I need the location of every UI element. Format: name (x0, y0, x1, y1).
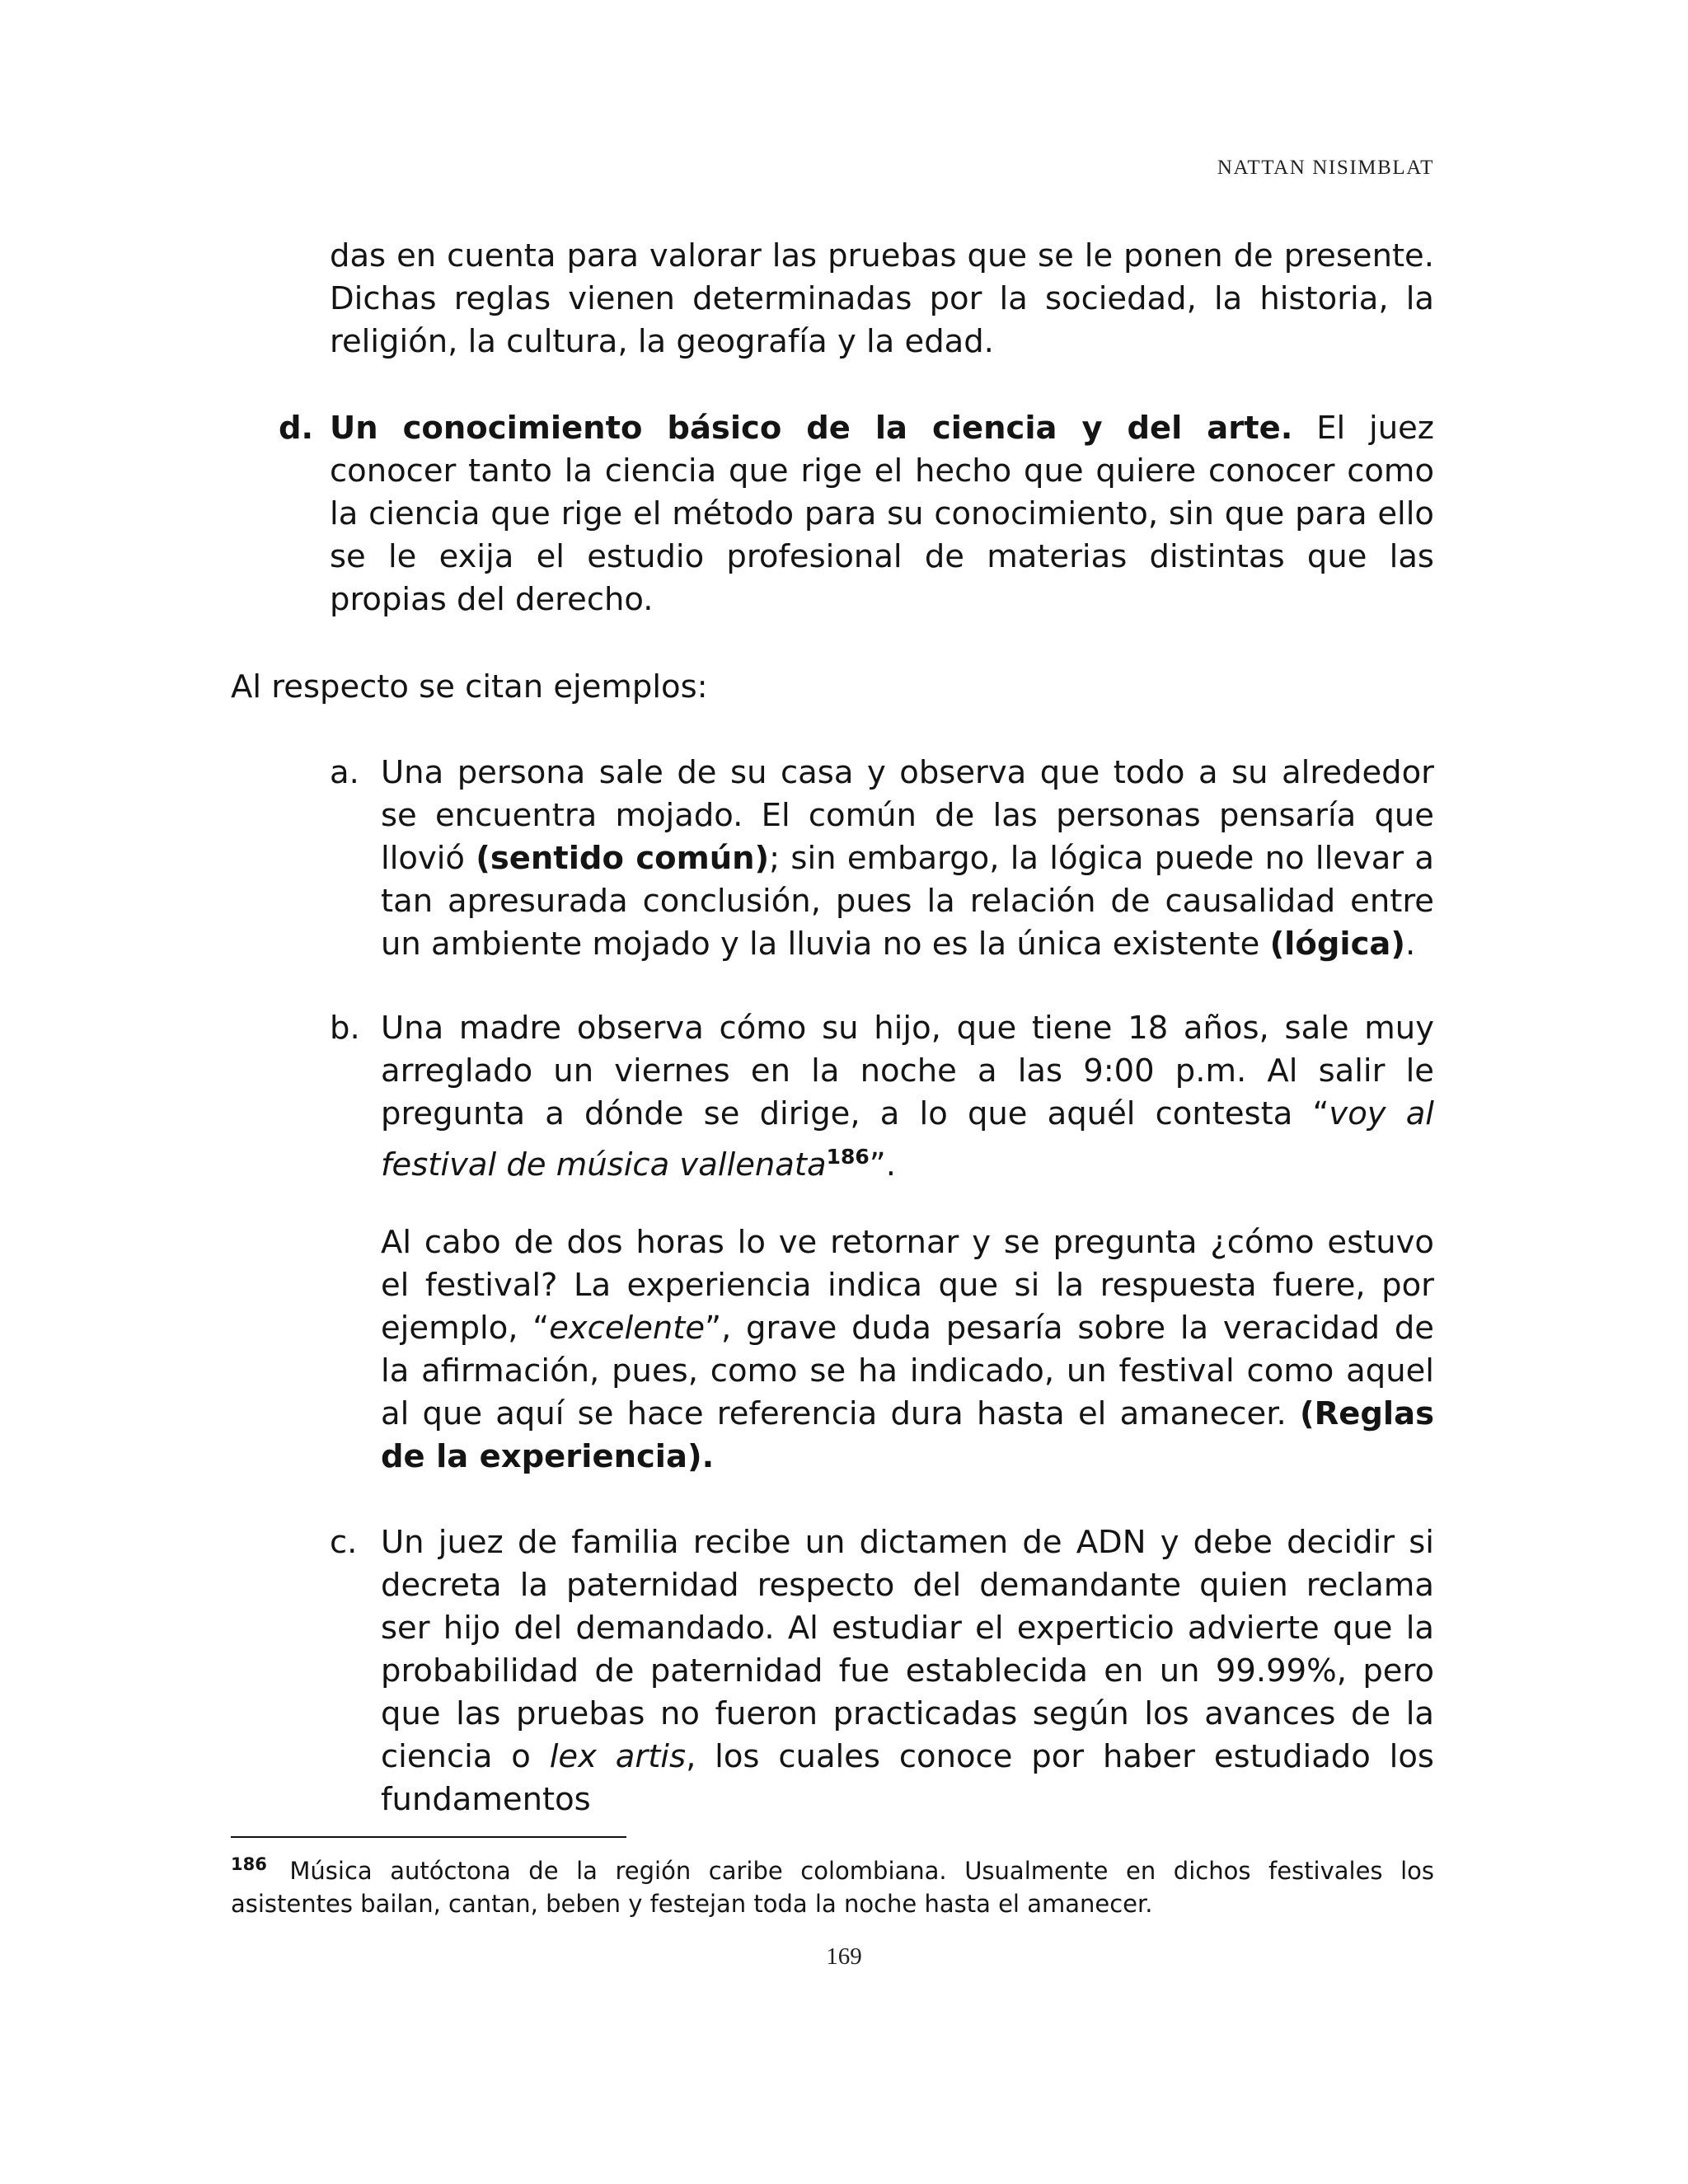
example-a-text-2: ; sin embargo, la lógica puede no llevar a tan apresurada conclusión, pues la relación de causalidad entre un ambiente mojado y la lluvia no es la única existente (381, 840, 1434, 963)
footnote-divider (231, 1836, 626, 1838)
example-a-text-1: Una persona sale de su casa y observa que todo a su alrededor se encuentra mojado. El común de las personas pensaría que llovió (381, 754, 1434, 877)
example-a-content (381, 752, 1434, 966)
example-b-content (381, 1007, 1434, 1187)
example-c-text-1: Un juez de familia recibe un dictamen de ADN y debe decidir si decreta la paternidad respecto del demandante quien reclama ser hijo del demandado. Al estudiar el experticio advierte que la probabilidad de paternidad fue establecida en un 99.99%, pero que las pruebas no fueron practicadas según los avances de la ciencia o (381, 1524, 1434, 1775)
example-marker-c: c. (330, 1524, 358, 1561)
example-c-text-2: , los cuales conoce por haber estudiado los fundamentos (381, 1738, 1434, 1818)
example-marker-b: b. (330, 1010, 360, 1047)
example-b-bold-reglas-experiencia: (Reglas de la experiencia). (381, 1395, 1434, 1475)
example-b-text-1: Una madre observa cómo su hijo, que tiene 18 años, sale muy arreglado un viernes en la noche a las 9:00 p.m. Al salir le pregunta a dónde se dirige, a lo que aquél contesta “ (381, 1010, 1434, 1132)
examples-intro: Al respecto se citan ejemplos: (231, 668, 708, 705)
example-c-content (381, 1521, 1434, 1821)
continuation-paragraph: das en cuenta para valorar las pruebas que se le ponen de presente. Dichas reglas vienen determinadas por la sociedad, la historia, la religión, la cultura, la geografía y la edad. (330, 237, 1434, 360)
example-b-second-paragraph (330, 1221, 1434, 1479)
example-b-para2-italic: excelente (549, 1310, 706, 1347)
example-b-text-2: ”. (869, 1146, 896, 1183)
list-item-d (279, 407, 1434, 621)
example-item-c (330, 1521, 1434, 1821)
example-a-bold-sentido-comun: (sentido común) (476, 840, 770, 877)
page-number: 169 (826, 1943, 862, 1970)
example-b-para2-text-1: Al cabo de dos horas lo ve retornar y se pregunta ¿cómo estuvo el festival? La experiencia indica que si la respuesta fuere, por ejemplo, “ (381, 1224, 1434, 1347)
footnote-reference-186: 186 (826, 1145, 870, 1169)
example-c-italic-lex-artis: lex artis (549, 1738, 687, 1775)
example-b-italic-quote: voy al festival de música vallenata (381, 1095, 1435, 1183)
footnote-186 (231, 1848, 1434, 1920)
example-item-a (330, 752, 1434, 966)
example-b-para2-text-2: ”, grave duda pesaría sobre la veracidad de la afirmación, pues, como se ha indicado, un festival como aquel al que aquí se hace referencia dura hasta el amanecer. (381, 1310, 1434, 1432)
item-d-text: El juez conocer tanto la ciencia que rige el hecho que quiere conocer como la ciencia que rige el método para su conocimiento, sin que para ello se le exija el estudio profesional de materias distintas que las propias del derecho. (330, 410, 1434, 618)
example-item-b (330, 1007, 1434, 1187)
footnote-number: 186 (231, 1854, 267, 1874)
list-item-d-content (330, 407, 1434, 621)
item-d-heading-period: . (1280, 410, 1293, 447)
list-marker-d: d. (279, 410, 314, 447)
item-d-heading: Un conocimiento básico de la ciencia y del arte (330, 410, 1281, 447)
footnote-text: Música autóctona de la región caribe colombiana. Usualmente en dichos festivales los asistentes bailan, cantan, beben y festejan toda la noche hasta el amanecer. (231, 1857, 1434, 1918)
example-marker-a: a. (330, 754, 359, 791)
running-header-author: NATTAN NISIMBLAT (1217, 157, 1434, 179)
example-a-bold-logica: (lógica) (1269, 926, 1405, 963)
example-a-text-3: . (1404, 926, 1416, 963)
